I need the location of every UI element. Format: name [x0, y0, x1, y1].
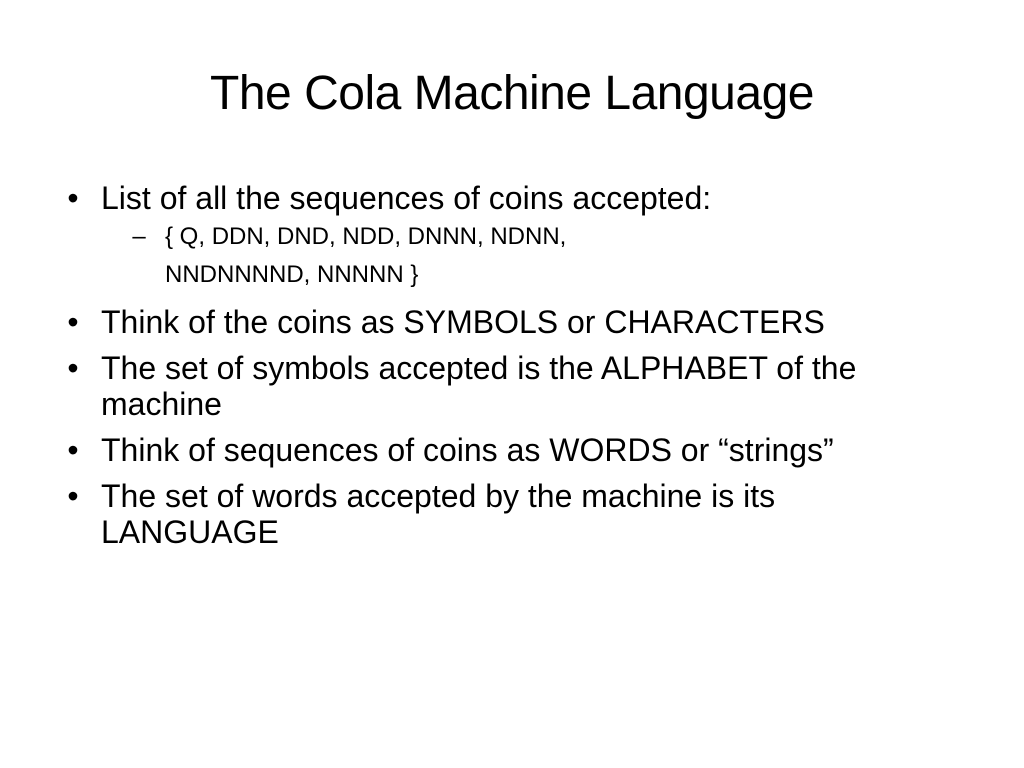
bullet-text: List of all the sequences of coins accepted: — [101, 180, 712, 216]
dash-icon: – — [132, 223, 146, 250]
bullet-icon: • — [67, 478, 79, 514]
bullet-text: Think of sequences of coins as WORDS or “strings” — [101, 432, 834, 468]
sub-bullet-line: NNDNNNND, NNNNN } — [165, 261, 419, 288]
bullet-text: The set of words accepted by the machine is its LANGUAGE — [101, 478, 776, 550]
bullet-text: The set of symbols accepted is the ALPHABET of the machine — [101, 350, 857, 422]
bullet-item — [58, 432, 958, 468]
bullet-icon: • — [67, 304, 79, 340]
sub-bullet-line: { Q, DDN, DND, NDD, DNNN, NDNN, — [165, 223, 567, 250]
bullet-icon: • — [67, 432, 79, 468]
bullet-item — [58, 478, 958, 550]
bullet-item — [58, 304, 958, 340]
bullet-item — [58, 350, 958, 422]
bullet-icon: • — [67, 350, 79, 386]
bullet-text: Think of the coins as SYMBOLS or CHARACTERS — [101, 304, 825, 340]
slide-title: The Cola Machine Language — [210, 67, 814, 120]
bullet-list — [58, 180, 958, 560]
bullet-icon: • — [67, 180, 79, 216]
bullet-item — [58, 180, 958, 294]
sub-bullet-item — [101, 218, 958, 294]
